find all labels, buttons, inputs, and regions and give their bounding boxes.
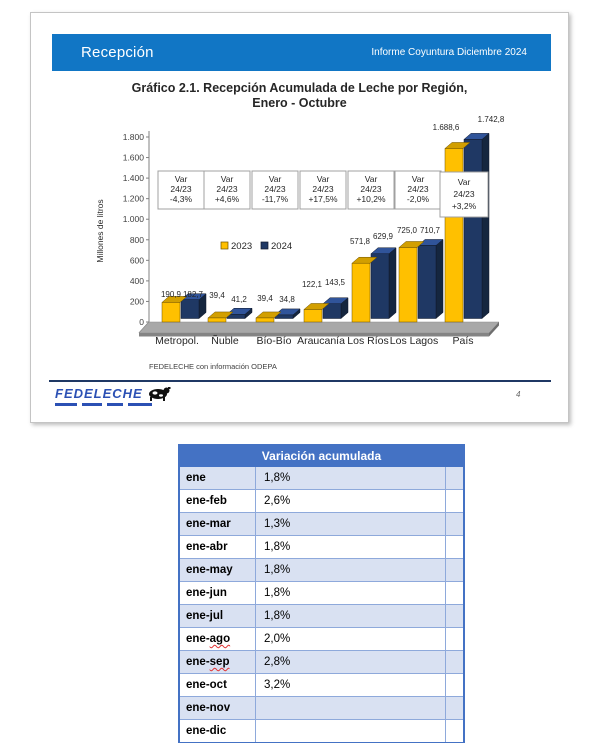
variation-value: +3,2% xyxy=(451,201,477,211)
table-row xyxy=(179,582,464,605)
month-label-cell[interactable]: ene-feb xyxy=(179,490,256,513)
value-label-2024: 143,5 xyxy=(324,278,346,287)
y-tick-label: 0 xyxy=(139,316,144,327)
y-tick-label: 400 xyxy=(129,275,144,286)
value-label-2024: 34,8 xyxy=(279,295,295,304)
y-tick-label: 200 xyxy=(129,296,144,307)
bar-2024-side-6 xyxy=(482,133,489,318)
y-tick-label: 1.600 xyxy=(122,152,144,163)
variation-value-cell[interactable] xyxy=(256,720,446,743)
value-label-2024: 41,2 xyxy=(231,295,247,304)
slide-header-bar xyxy=(52,34,551,71)
legend-label-2024: 2024 xyxy=(271,241,293,252)
chart-floor xyxy=(139,322,499,333)
value-label-2024: 1.742,8 xyxy=(477,115,505,124)
variation-value-cell[interactable]: 1,8% xyxy=(256,605,446,628)
svg-text:24/23: 24/23 xyxy=(312,184,334,194)
svg-text:24/23: 24/23 xyxy=(264,184,286,194)
bar-2023-3 xyxy=(304,309,322,322)
table-header-cell: Variación acumulada xyxy=(179,445,464,467)
value-label-2023: 39,4 xyxy=(209,291,225,300)
chart-source: FEDELECHE con información ODEPA xyxy=(149,362,277,371)
bar-2023-2 xyxy=(256,318,274,322)
value-label-2024: 710,7 xyxy=(419,226,441,235)
variation-value: +10,2% xyxy=(356,194,386,204)
page-number: 4 xyxy=(516,390,521,399)
legend-swatch-2023 xyxy=(221,242,228,249)
table-row xyxy=(179,513,464,536)
table-row xyxy=(179,674,464,697)
empty-cell[interactable] xyxy=(446,490,465,513)
svg-text:24/23: 24/23 xyxy=(360,184,382,194)
empty-cell[interactable] xyxy=(446,513,465,536)
variation-table xyxy=(178,444,465,743)
chart-title xyxy=(31,81,568,111)
variation-value-cell[interactable]: 2,8% xyxy=(256,651,446,674)
svg-text:Var: Var xyxy=(411,174,425,184)
slide-header-subtitle: Informe Coyuntura Diciembre 2024 xyxy=(371,47,527,58)
variation-value-cell[interactable]: 1,3% xyxy=(256,513,446,536)
empty-cell[interactable] xyxy=(446,674,465,697)
legend-label-2023: 2023 xyxy=(231,241,253,252)
slide xyxy=(30,12,569,423)
table-row xyxy=(179,720,464,743)
misspelled-text: sep xyxy=(209,656,230,668)
x-category-label: Los Lagos xyxy=(389,335,439,347)
bar-2023-0 xyxy=(162,302,180,322)
value-label-2023: 571,8 xyxy=(349,237,371,246)
bar-2024-4 xyxy=(371,254,389,319)
empty-cell[interactable] xyxy=(446,559,465,582)
table-row xyxy=(179,536,464,559)
bar-2024-side-4 xyxy=(389,248,396,319)
svg-text:Var: Var xyxy=(268,174,282,184)
table-row xyxy=(179,559,464,582)
month-label-cell[interactable]: ene-dic xyxy=(179,720,256,743)
table-row xyxy=(179,467,464,490)
month-label-cell[interactable]: ene-sep xyxy=(179,651,256,674)
variation-table-wrap xyxy=(178,444,465,743)
y-tick-label: 1.800 xyxy=(122,132,144,142)
month-label-cell[interactable]: ene-jul xyxy=(179,605,256,628)
milk-reception-bar-chart xyxy=(91,113,539,365)
empty-cell[interactable] xyxy=(446,536,465,559)
svg-text:24/23: 24/23 xyxy=(453,189,475,199)
value-label-2023: 39,4 xyxy=(257,294,273,303)
bar-2024-0 xyxy=(181,300,199,319)
month-label-cell[interactable]: ene-nov xyxy=(179,697,256,720)
table-row xyxy=(179,651,464,674)
table-row xyxy=(179,628,464,651)
table-row xyxy=(179,697,464,720)
variation-value-cell[interactable]: 1,8% xyxy=(256,582,446,605)
svg-text:24/23: 24/23 xyxy=(170,184,192,194)
y-tick-label: 1.200 xyxy=(122,193,144,204)
table-header-row xyxy=(179,445,464,467)
value-label-2023: 1.688,6 xyxy=(432,123,460,132)
bar-2024-6 xyxy=(464,139,482,318)
value-label-2023: 725,0 xyxy=(396,226,418,235)
misspelled-text: ago xyxy=(209,633,231,645)
bar-2023-1 xyxy=(208,318,226,322)
svg-text:Var: Var xyxy=(174,174,188,184)
month-label-cell[interactable]: ene-may xyxy=(179,559,256,582)
value-label-2024: 182,7 xyxy=(182,290,204,299)
variation-value: +4,6% xyxy=(214,194,240,204)
bar-2024-side-5 xyxy=(436,239,443,318)
value-label-2024: 629,9 xyxy=(372,232,394,241)
bar-2023-4 xyxy=(352,263,370,322)
y-tick-label: 800 xyxy=(129,234,144,245)
footer-divider xyxy=(49,380,551,382)
x-category-label: Ñuble xyxy=(211,335,239,347)
x-category-label: Metropol. xyxy=(155,335,199,347)
bar-2024-5 xyxy=(418,245,436,318)
variation-value-cell[interactable] xyxy=(256,697,446,720)
x-category-label: Los Ríos xyxy=(347,335,389,347)
y-axis-title: Millones de litros xyxy=(95,199,105,263)
chart-title-line1: Gráfico 2.1. Recepción Acumulada de Leche por Región, xyxy=(131,81,468,95)
month-label-cell[interactable]: ene-mar xyxy=(179,513,256,536)
month-label-cell[interactable]: ene xyxy=(179,467,256,490)
chart-title-line2: Enero - Octubre xyxy=(252,96,347,110)
empty-cell[interactable] xyxy=(446,651,465,674)
bar-2024-2 xyxy=(275,315,293,319)
variation-value-cell[interactable]: 1,8% xyxy=(256,467,446,490)
svg-text:Var: Var xyxy=(220,174,234,184)
slide-header-title: Recepción xyxy=(81,44,154,61)
cow-icon xyxy=(145,385,171,401)
legend-swatch-2024 xyxy=(261,242,268,249)
value-label-2023: 190,9 xyxy=(160,290,182,299)
variation-value-cell[interactable]: 3,2% xyxy=(256,674,446,697)
x-category-label: País xyxy=(452,335,474,347)
logo-tagline xyxy=(55,403,205,406)
month-label-cell[interactable]: ene-ago xyxy=(179,628,256,651)
variation-value: -2,0% xyxy=(406,194,430,204)
empty-cell[interactable] xyxy=(446,582,465,605)
variation-value-cell[interactable]: 2,6% xyxy=(256,490,446,513)
table-row xyxy=(179,605,464,628)
variation-value: -4,3% xyxy=(169,194,193,204)
y-tick-label: 1.400 xyxy=(122,173,144,184)
table-row xyxy=(179,490,464,513)
svg-text:24/23: 24/23 xyxy=(407,184,429,194)
x-category-label: Araucanía xyxy=(297,335,345,347)
empty-cell[interactable] xyxy=(446,720,465,743)
empty-cell[interactable] xyxy=(446,697,465,720)
variation-value: -11,7% xyxy=(261,194,289,204)
variation-value-cell[interactable]: 2,0% xyxy=(256,628,446,651)
x-category-label: Bío-Bío xyxy=(256,335,292,347)
y-tick-label: 1.000 xyxy=(122,214,144,225)
value-label-2023: 122,1 xyxy=(301,280,323,289)
variation-value-cell[interactable]: 1,8% xyxy=(256,559,446,582)
variation-value: +17,5% xyxy=(308,194,338,204)
month-label-cell[interactable]: ene-abr xyxy=(179,536,256,559)
bar-2023-5 xyxy=(399,247,417,322)
svg-text:Var: Var xyxy=(364,174,378,184)
empty-cell[interactable] xyxy=(446,605,465,628)
variation-value-cell[interactable]: 1,8% xyxy=(256,536,446,559)
y-tick-label: 600 xyxy=(129,255,144,266)
svg-text:Var: Var xyxy=(457,177,471,187)
month-label-cell[interactable]: ene-oct xyxy=(179,674,256,697)
month-label-cell[interactable]: ene-jun xyxy=(179,582,256,605)
svg-text:24/23: 24/23 xyxy=(216,184,238,194)
svg-text:Var: Var xyxy=(316,174,330,184)
logo-text: FEDELECHE xyxy=(55,386,143,401)
empty-cell[interactable] xyxy=(446,467,465,490)
fedeleche-logo xyxy=(55,385,205,406)
empty-cell[interactable] xyxy=(446,628,465,651)
